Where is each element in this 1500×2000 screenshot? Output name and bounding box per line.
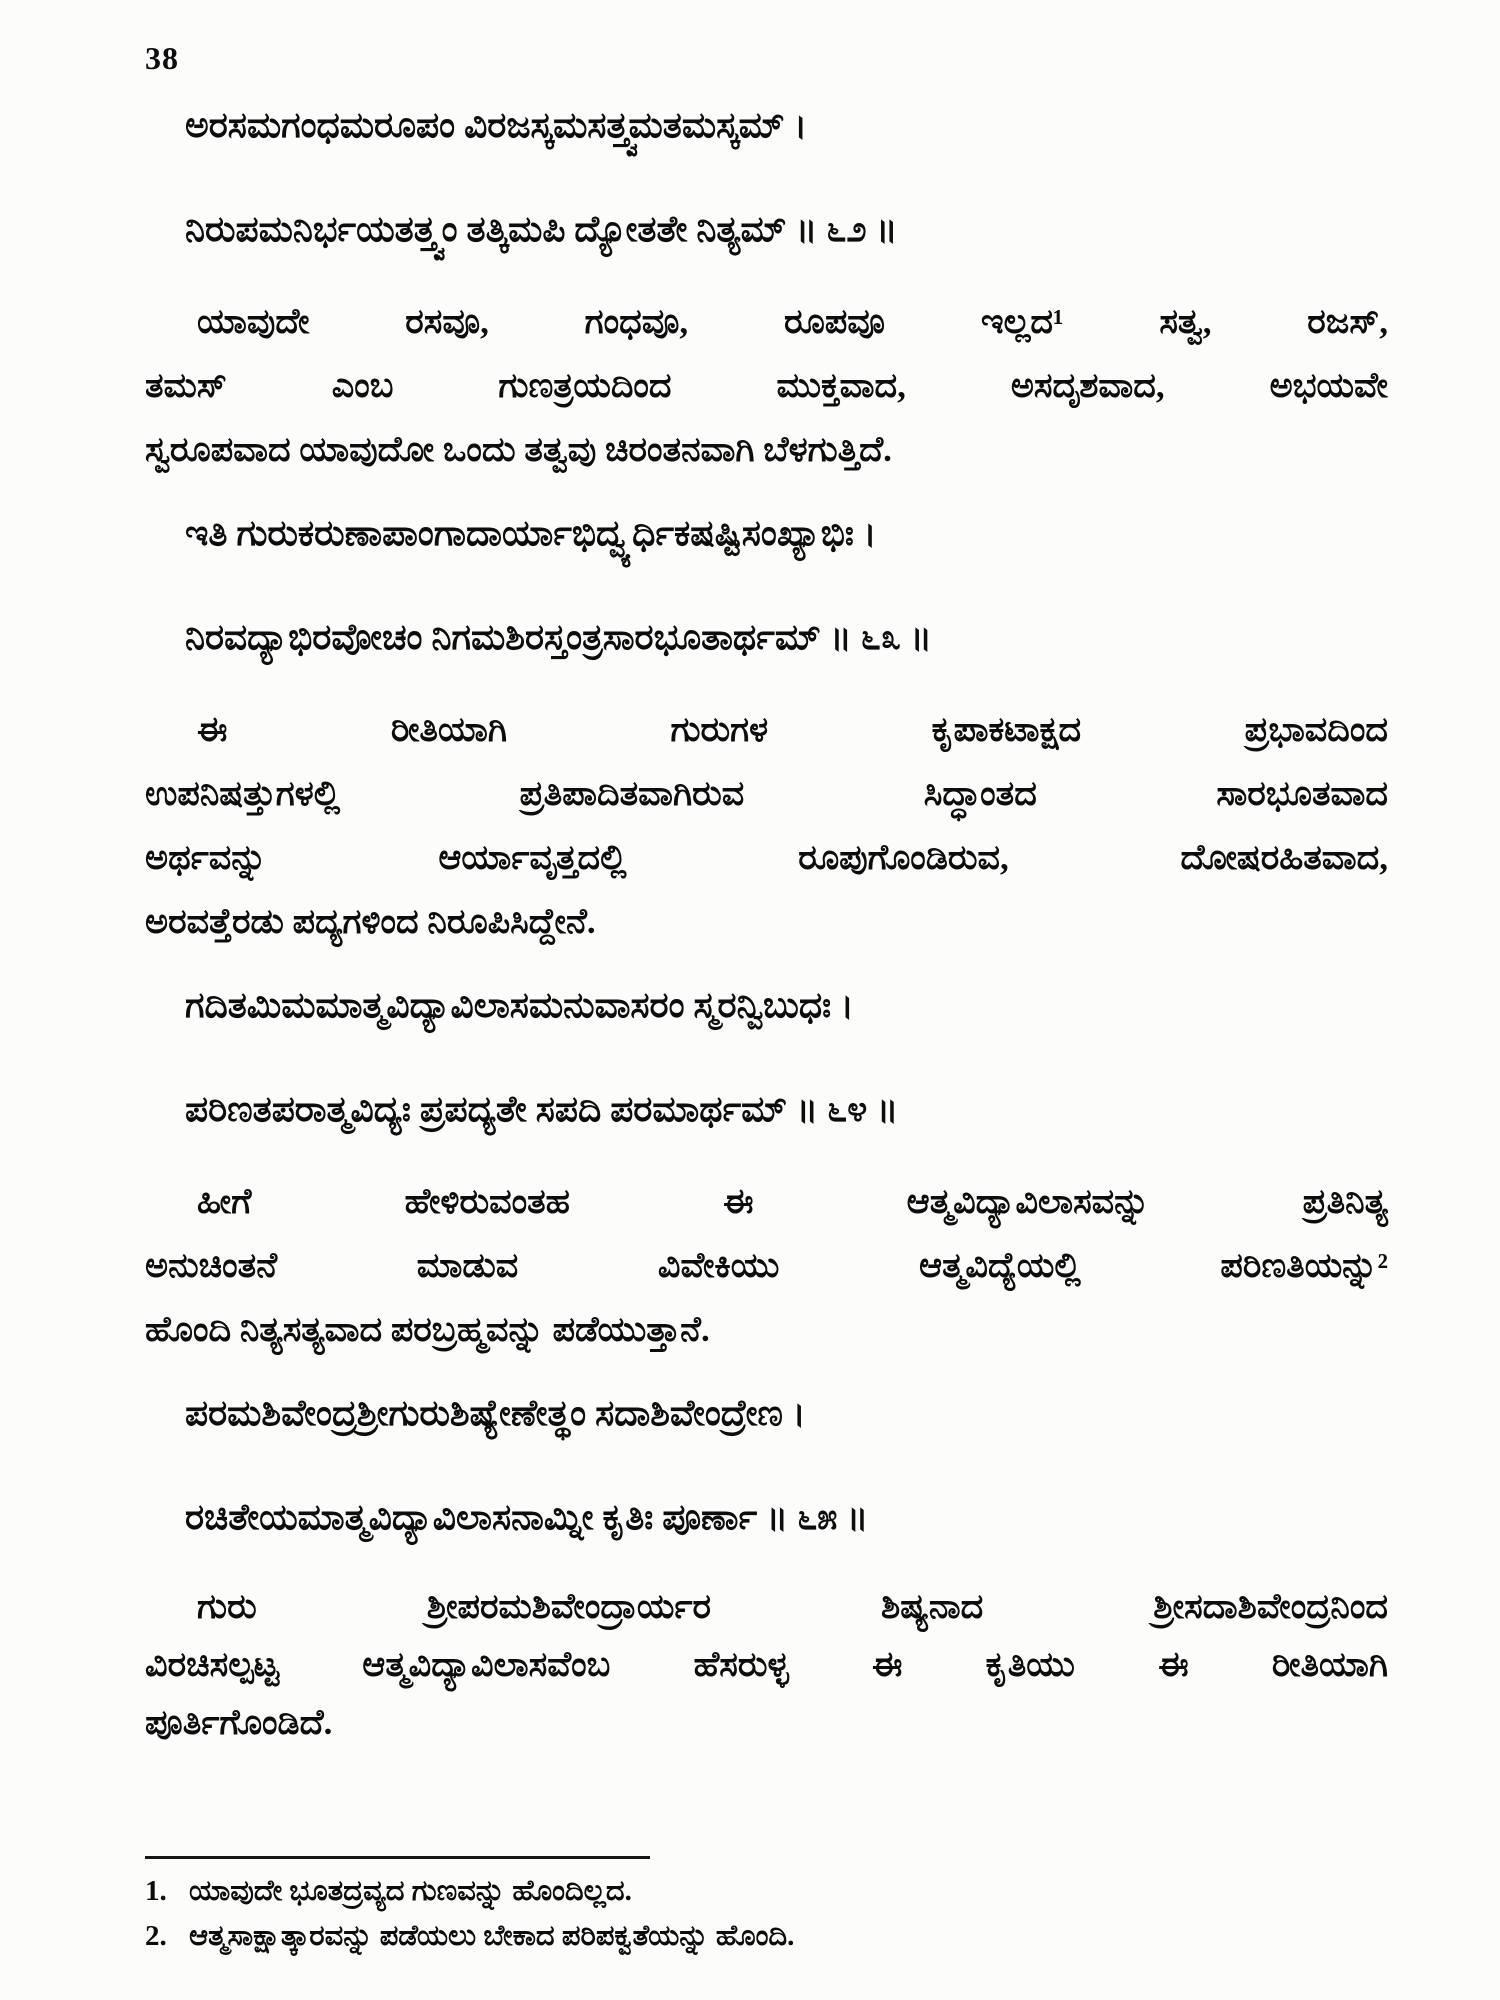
footnote-text: ಆತ್ಮಸಾಕ್ಷಾತ್ಕಾರವನ್ನು ಪಡೆಯಲು ಬೇಕಾದ ಪರಿಪಕ್ವತೆಯನ್ನು ಹೊಂದಿ. — [189, 1920, 795, 1952]
para-line: ಉಪನಿಷತ್ತುಗಳಲ್ಲಿ ಪ್ರತಿಪಾದಿತವಾಗಿರುವ ಸಿದ್ಧಾಂತದ ಸಾರಭೂತವಾದ — [145, 774, 1388, 813]
prose-paragraph — [145, 1578, 1388, 1752]
footnote-1 — [145, 1869, 1388, 1914]
verse-65 — [185, 1388, 1388, 1542]
prose-paragraph — [145, 290, 1388, 482]
para-line: ಗುರು ಶ್ರೀಪರಮಶಿವೇಂದ್ರಾರ್ಯರ ಶಿಷ್ಯನಾದ ಶ್ರೀಸದಾಶಿವೇಂದ್ರನಿಂದ — [197, 1587, 1388, 1626]
verse-line: ಪರಿಣತಪರಾತ್ಮವಿದ್ಯಃ ಪ್ರಪದ್ಯತೇ ಸಪದಿ ಪರಮಾರ್ಥಮ್ ॥ ೬೪ ॥ — [185, 1089, 899, 1129]
para-line: ಯಾವುದೇ ರಸವೂ, ಗಂಧವೂ, ರೂಪವೂ ಇಲ್ಲದ¹ ಸತ್ವ, ರಜಸ್, — [197, 302, 1388, 341]
verse-line: ನಿರವದ್ಯಾಭಿರವೋಚಂ ನಿಗಮಶಿರಸ್ತಂತ್ರಸಾರಭೂತಾರ್ಥಮ್ ॥ ೬೩ ॥ — [185, 617, 932, 657]
footnote-text: ಯಾವುದೇ ಭೂತದ್ರವ್ಯದ ಗುಣವನ್ನು ಹೊಂದಿಲ್ಲದ. — [189, 1875, 632, 1907]
footnotes-section — [145, 1856, 1388, 1959]
verse-62 — [185, 100, 1388, 254]
para-line: ಸ್ವರೂಪವಾದ ಯಾವುದೋ ಒಂದು ತತ್ವವು ಚಿರಂತನವಾಗಿ ಬೆಳಗುತ್ತಿದೆ. — [145, 430, 892, 469]
verse-line: ಪರಮಶಿವೇಂದ್ರಶ್ರೀಗುರುಶಿಷ್ಯೇಣೇತ್ಥಂ ಸದಾಶಿವೇಂದ್ರೇಣ । — [185, 1393, 806, 1433]
footnote-marker: 1. — [145, 1875, 167, 1907]
verse-line: ಗದಿತಮಿಮಮಾತ್ಮವಿದ್ಯಾವಿಲಾಸಮನುವಾಸರಂ ಸ್ಮರನ್ವಿಬುಧಃ । — [185, 985, 854, 1025]
verse-line: ರಚಿತೇಯಮಾತ್ಮವಿದ್ಯಾವಿಲಾಸನಾಮ್ನೀ ಕೃತಿಃ ಪೂರ್ಣಾ ॥ ೬೫ ॥ — [185, 1497, 869, 1537]
para-line: ಅರವತ್ತೆರಡು ಪದ್ಯಗಳಿಂದ ನಿರೂಪಿಸಿದ್ದೇನೆ. — [145, 902, 596, 941]
footnote-2 — [145, 1914, 1388, 1959]
verse-63 — [185, 508, 1388, 662]
prose-paragraph — [145, 698, 1388, 954]
para-line: ಈ ರೀತಿಯಾಗಿ ಗುರುಗಳ ಕೃಪಾಕಟಾಕ್ಷದ ಪ್ರಭಾವದಿಂದ — [197, 710, 1388, 749]
verse-line: ಅರಸಮಗಂಧಮರೂಪಂ ವಿರಜಸ್ಕಮಸತ್ತ್ವಮತಮಸ್ಕಮ್ । — [185, 105, 808, 145]
para-line: ಹೊಂದಿ ನಿತ್ಯಸತ್ಯವಾದ ಪರಬ್ರಹ್ಮವನ್ನು ಪಡೆಯುತ್ತಾನೆ. — [145, 1310, 710, 1349]
para-line: ವಿರಚಿಸಲ್ಪಟ್ಟ ಆತ್ಮವಿದ್ಯಾವಿಲಾಸವೆಂಬ ಹೆಸರುಳ್ಳ ಈ ಕೃತಿಯು ಈ ರೀತಿಯಾಗಿ — [145, 1645, 1388, 1684]
para-line: ಅರ್ಥವನ್ನು ಆರ್ಯಾವೃತ್ತದಲ್ಲಿ ರೂಪುಗೊಂಡಿರುವ, ದೋಷರಹಿತವಾದ, — [145, 838, 1388, 877]
verse-line: ನಿರುಪಮನಿರ್ಭಯತತ್ತ್ವಂ ತತ್ಕಿಮಪಿ ದ್ಯೋತತೇ ನಿತ್ಯಮ್ ॥ ೬೨ ॥ — [185, 209, 898, 249]
verse-line: ಇತಿ ಗುರುಕರುಣಾಪಾಂಗಾದಾರ್ಯಾಭಿದ್ವ್ಯರ್ಧಿಕಷಷ್ಟಿಸಂಖ್ಯಾಭಿಃ । — [185, 513, 877, 553]
page-content — [145, 40, 1388, 1778]
footnote-divider — [145, 1856, 650, 1859]
para-line: ಅನುಚಿಂತನೆ ಮಾಡುವ ವಿವೇಕಿಯು ಆತ್ಮವಿದ್ಯೆಯಲ್ಲಿ ಪರಿಣತಿಯನ್ನು² — [145, 1246, 1388, 1285]
page-number: 38 — [145, 40, 179, 76]
para-line: ಪೂರ್ತಿಗೊಂಡಿದೆ. — [145, 1703, 333, 1742]
prose-paragraph — [145, 1170, 1388, 1362]
para-line: ಹೀಗೆ ಹೇಳಿರುವಂತಹ ಈ ಆತ್ಮವಿದ್ಯಾವಿಲಾಸವನ್ನು ಪ್ರತಿನಿತ್ಯ — [197, 1182, 1388, 1221]
verse-64 — [185, 980, 1388, 1134]
footnote-marker: 2. — [145, 1920, 167, 1952]
para-line: ತಮಸ್ ಎಂಬ ಗುಣತ್ರಯದಿಂದ ಮುಕ್ತವಾದ, ಅಸದೃಶವಾದ, ಅಭಯವೇ — [145, 366, 1388, 405]
